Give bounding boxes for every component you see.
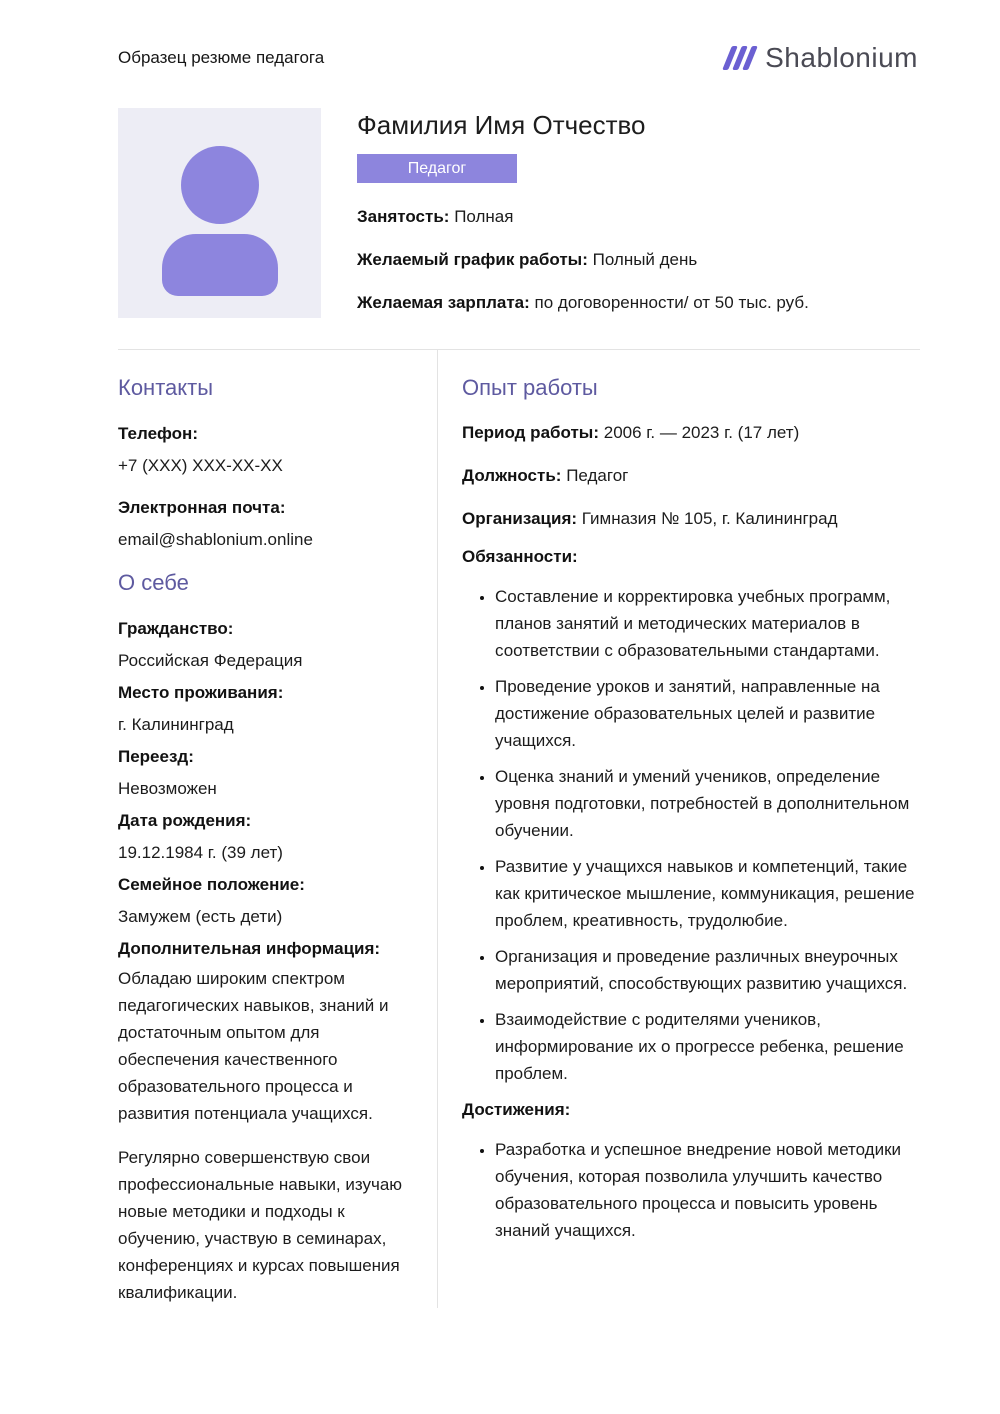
achievements-label: Достижения: <box>462 1100 571 1119</box>
marital-group <box>118 869 415 933</box>
field-label: Должность: <box>462 466 562 485</box>
residence-group <box>118 677 415 741</box>
about-value: Российская Федерация <box>118 651 303 670</box>
salary-field <box>357 288 809 318</box>
brand-slashes-icon <box>727 46 753 70</box>
duties-list <box>462 583 918 1087</box>
top-bar <box>118 0 918 74</box>
position-badge: Педагог <box>357 154 517 183</box>
about-label: Место проживания: <box>118 683 284 702</box>
employment-field <box>357 202 809 232</box>
duty-item: • Оценка знаний и умений учеников, определение уровня подготовки, потребностей в дополнительном обучении. <box>495 763 918 844</box>
field-label: Желаемая зарплата: <box>357 293 530 312</box>
about-value: Невозможен <box>118 779 217 798</box>
job-title-field <box>462 461 918 490</box>
duties-label: Обязанности: <box>462 547 578 566</box>
phone-value: +7 (XXX) XXX-XX-XX <box>118 456 283 475</box>
experience-title: Опыт работы <box>462 375 598 400</box>
person-name: Фамилия Имя Отчество <box>357 110 646 140</box>
about-value: г. Калининград <box>118 715 234 734</box>
about-value: Замужем (есть дети) <box>118 907 283 926</box>
field-label: Занятость: <box>357 207 450 226</box>
email-group <box>118 492 415 556</box>
organization-field <box>462 504 918 533</box>
field-label: Организация: <box>462 509 578 528</box>
citizenship-group <box>118 613 415 677</box>
field-value: Педагог <box>566 466 629 485</box>
birthdate-group <box>118 805 415 869</box>
duty-item: • Организация и проведение различных внеурочных мероприятий, способствующих развитию учащихся. <box>495 943 918 997</box>
field-value: 2006 г. — 2023 г. (17 лет) <box>603 423 800 442</box>
person-icon-body <box>162 234 278 296</box>
duty-item: • Проведение уроков и занятий, направленные на достижение образовательных целей и развитие учащихся. <box>495 673 918 754</box>
content-columns <box>118 350 918 1308</box>
person-icon <box>181 146 259 224</box>
about-label: Семейное положение: <box>118 875 305 894</box>
about-label: Дата рождения: <box>118 811 252 830</box>
about-title: О себе <box>118 570 189 595</box>
contacts-title: Контакты <box>118 375 214 400</box>
about-value: 19.12.1984 г. (39 лет) <box>118 843 283 862</box>
email-value: email@shablonium.online <box>118 530 313 549</box>
brand-name: Shablonium <box>765 42 918 73</box>
field-value: Гимназия № 105, г. Калининград <box>581 509 838 528</box>
field-value: Полный день <box>592 250 698 269</box>
duty-item: • Развитие у учащихся навыков и компетенций, такие как критическое мышление, коммуникация, решение проблем, креативность, трудолюбие. <box>495 853 918 934</box>
about-label: Гражданство: <box>118 619 234 638</box>
phone-group <box>118 418 415 482</box>
about-label: Переезд: <box>118 747 194 766</box>
profile-header <box>118 108 918 331</box>
field-value: Полная <box>454 207 514 226</box>
relocation-group <box>118 741 415 805</box>
duty-item: • Составление и корректировка учебных программ, планов занятий и методических материалов в соответствии с образовательными стандартами. <box>495 583 918 664</box>
work-period-field <box>462 418 918 447</box>
duty-item: • Взаимодействие с родителями учеников, информирование их о прогрессе ребенка, решение проблем. <box>495 1006 918 1087</box>
document-note: Образец резюме педагога <box>118 48 325 67</box>
profile-fields <box>357 202 809 318</box>
about-paragraph: Регулярно совершенствую свои профессиональные навыки, изучаю новые методики и подходы к обучению, участвую в семинарах, конференциях и курсах повышения квалификации. <box>118 1148 403 1302</box>
phone-label: Телефон: <box>118 424 198 443</box>
about-paragraph: Обладаю широким спектром педагогических навыков, знаний и достаточным опытом для обеспечения качественного образовательного процесса и развития потенциала учащихся. <box>118 969 389 1123</box>
right-column <box>438 350 918 1308</box>
extra-info-label: Дополнительная информация: <box>118 939 381 958</box>
email-label: Электронная почта: <box>118 498 286 517</box>
achievements-list <box>462 1136 918 1244</box>
field-label: Желаемый график работы: <box>357 250 588 269</box>
left-column <box>118 350 438 1308</box>
achievement-item: • Разработка и успешное внедрение новой методики обучения, которая позволила улучшить качество образовательного процесса и повысить уровень знаний учащихся. <box>495 1136 918 1244</box>
brand-logo <box>727 42 918 74</box>
field-label: Период работы: <box>462 423 599 442</box>
avatar <box>118 108 321 318</box>
schedule-field <box>357 245 809 275</box>
profile-info <box>321 108 809 331</box>
field-value: по договоренности/ от 50 тыс. руб. <box>534 293 809 312</box>
